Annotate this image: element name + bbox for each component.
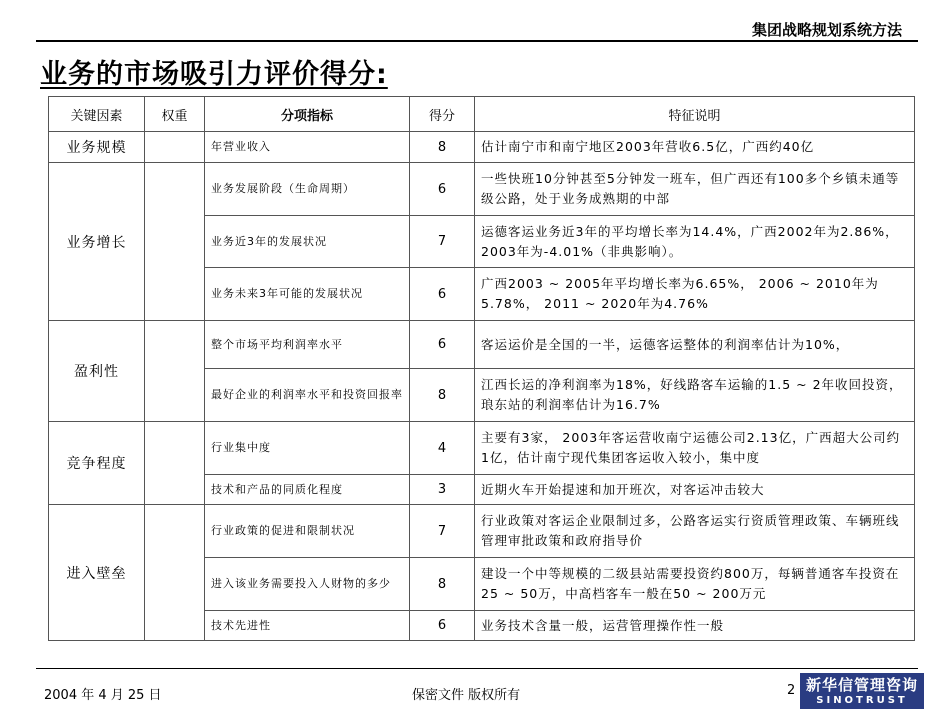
factor-cell: 业务增长 — [49, 163, 145, 321]
description-cell: 运德客运业务近3年的平均增长率为14.4%，广西2002年为2.86%， 2003年为-4.01%（非典影响）。 — [475, 216, 915, 268]
description-cell: 估计南宁市和南宁地区2003年营收6.5亿，广西约40亿 — [475, 132, 915, 163]
weight-cell — [145, 321, 205, 422]
table-row — [49, 321, 915, 369]
evaluation-table — [48, 96, 915, 641]
bottom-divider — [36, 668, 918, 669]
footer-confidential: 保密文件 版权所有 — [412, 688, 521, 703]
logo-chinese-text: 新华信管理咨询 — [805, 676, 918, 694]
score-cell: 7 — [410, 505, 475, 558]
indicator-cell: 整个市场平均利润率水平 — [205, 321, 410, 369]
score-cell: 7 — [410, 216, 475, 268]
indicator-cell: 行业政策的促进和限制状况 — [205, 505, 410, 558]
score-cell: 6 — [410, 611, 475, 641]
indicator-cell: 最好企业的利润率水平和投资回报率 — [205, 369, 410, 422]
table-row — [49, 505, 915, 558]
score-cell: 8 — [410, 132, 475, 163]
score-cell: 8 — [410, 369, 475, 422]
weight-cell — [145, 163, 205, 321]
page-number: 2 — [787, 683, 796, 698]
description-cell: 一些快班10分钟甚至5分钟发一班车，但广西还有100多个乡镇未通等级公路，处于业务成熟期的中部 — [475, 163, 915, 216]
table-row — [49, 163, 915, 216]
score-cell: 6 — [410, 163, 475, 216]
header-factor: 关键因素 — [49, 97, 145, 132]
score-cell: 6 — [410, 321, 475, 369]
score-cell: 8 — [410, 558, 475, 611]
table-header-row — [49, 97, 915, 132]
description-cell: 广西2003 ~ 2005年平均增长率为6.65%， 2006 ~ 2010年为5.78%， 2011 ~ 2020年为4.76% — [475, 268, 915, 321]
indicator-cell: 年营业收入 — [205, 132, 410, 163]
header-title: 集团战略规划系统方法 — [751, 21, 902, 39]
header-score: 得分 — [410, 97, 475, 132]
description-cell: 近期火车开始提速和加开班次，对客运冲击较大 — [475, 475, 915, 505]
page-title — [40, 52, 388, 91]
indicator-cell: 技术先进性 — [205, 611, 410, 641]
logo-english-text: SINOTRUST — [816, 695, 908, 706]
score-cell: 6 — [410, 268, 475, 321]
description-cell: 客运运价是全国的一半，运德客运整体的利润率估计为10%， — [475, 321, 915, 369]
table-row — [49, 422, 915, 475]
page-title-text: 业务的市场吸引力评价得分: — [40, 59, 388, 90]
description-cell: 主要有3家， 2003年客运营收南宁运德公司2.13亿，广西超大公司约1亿，估计南宁现代集团客运收入较小，集中度 — [475, 422, 915, 475]
weight-cell — [145, 505, 205, 641]
score-cell: 3 — [410, 475, 475, 505]
factor-cell: 进入壁垒 — [49, 505, 145, 641]
description-cell: 江西长运的净利润率为18%，好线路客车运输的1.5 ~ 2年收回投资，琅东站的利润率估计为16.7% — [475, 369, 915, 422]
factor-cell: 业务规模 — [49, 132, 145, 163]
header-description: 特征说明 — [475, 97, 915, 132]
factor-cell: 竞争程度 — [49, 422, 145, 505]
description-cell: 建设一个中等规模的二级县站需要投资约800万，每辆普通客车投资在25 ~ 50万，中高档客车一般在50 ~ 200万元 — [475, 558, 915, 611]
indicator-cell: 技术和产品的同质化程度 — [205, 475, 410, 505]
weight-cell — [145, 422, 205, 505]
footer-date: 2004 年 4 月 25 日 — [44, 688, 162, 703]
score-cell: 4 — [410, 422, 475, 475]
indicator-cell: 行业集中度 — [205, 422, 410, 475]
indicator-cell: 业务未来3年可能的发展状况 — [205, 268, 410, 321]
description-cell: 业务技术含量一般，运营管理操作性一般 — [475, 611, 915, 641]
factor-cell: 盈利性 — [49, 321, 145, 422]
weight-cell — [145, 132, 205, 163]
header-indicator: 分项指标 — [205, 97, 410, 132]
company-logo — [800, 673, 924, 709]
table-row — [49, 132, 915, 163]
indicator-cell: 进入该业务需要投入人财物的多少 — [205, 558, 410, 611]
top-divider — [36, 40, 918, 42]
header-weight: 权重 — [145, 97, 205, 132]
indicator-cell: 业务发展阶段（生命周期） — [205, 163, 410, 216]
description-cell: 行业政策对客运企业限制过多，公路客运实行资质管理政策、车辆班线管理审批政策和政府指导价 — [475, 505, 915, 558]
indicator-cell: 业务近3年的发展状况 — [205, 216, 410, 268]
